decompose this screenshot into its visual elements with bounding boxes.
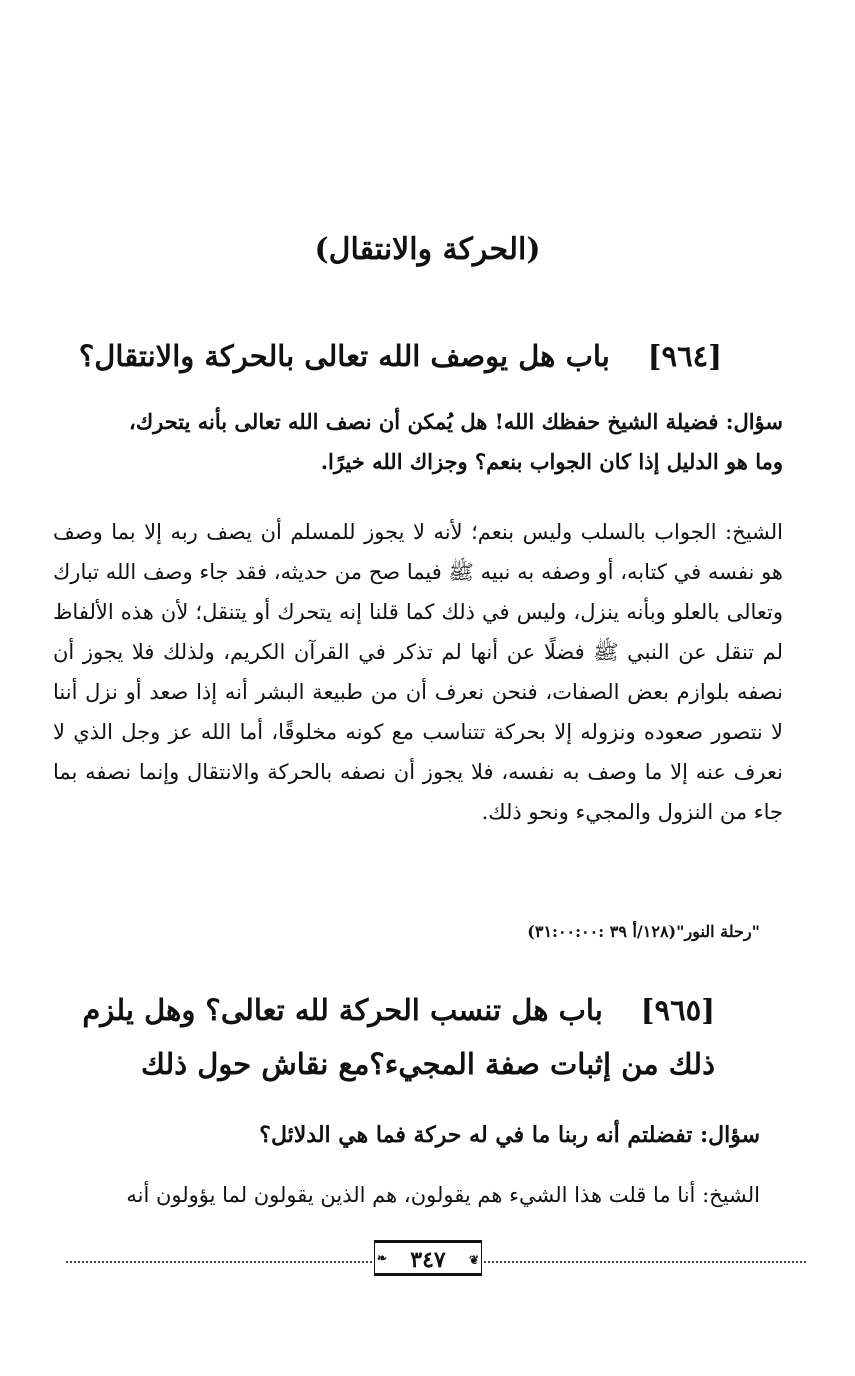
chapter-heading-964 xyxy=(62,336,722,376)
question-965: سؤال: تفضلتم أنه ربنا ما في له حركة فما هي الدلائل؟ xyxy=(259,1122,760,1148)
question-964-line1: سؤال: فضيلة الشيخ حفظك الله! هل يُمكن أن نصف الله تعالى بأنه يتحرك، xyxy=(129,409,783,434)
ornament-icon: ❧ xyxy=(377,1251,388,1265)
section-title: (الحركة والانتقال) xyxy=(314,232,541,267)
source-reference-964: "رحلة النور"(١٢٨/أ ٣٩ :٣١:٠٠:٠٠) xyxy=(527,922,760,941)
chapter-965-line1 xyxy=(35,990,715,1030)
chapter-heading-965 xyxy=(35,990,715,1084)
page-footer xyxy=(66,1238,806,1282)
ornament-icon: ❦ xyxy=(468,1253,479,1267)
chapter-number-964: [٩٦٤] xyxy=(647,339,722,373)
chapter-title-964: باب هل يوصف الله تعالى بالحركة والانتقال؟ xyxy=(78,339,610,373)
page-number: ٣٤٧ xyxy=(410,1247,446,1273)
question-964-line2: وما هو الدليل إذا كان الجواب بنعم؟ وجزاك الله خيرًا. xyxy=(320,449,783,474)
page-number-box xyxy=(374,1240,482,1276)
footer-divider-left xyxy=(66,1261,372,1263)
answer-965: الشيخ: أنا ما قلت هذا الشيء هم يقولون، هم الذين يقولون لما يؤولون أنه xyxy=(126,1183,760,1207)
question-964 xyxy=(53,402,783,482)
answer-964: الشيخ: الجواب بالسلب وليس بنعم؛ لأنه لا يجوز للمسلم أن يصف ربه إلا بما وصف هو نفسه في كتابه، أو وصفه به نبيه ﷺ فيما صح من حديثه، فقد جاء وصف الله تبارك وتعالى بالعلو وبأنه ينزل، وليس في ذلك كما قلنا إنه يتحرك أو يتنقل؛ لأن هذه الألفاظ لم تنقل عن النبي ﷺ فضلًا عن أنها لم تذكر في القرآن الكريم، ولذلك فلا يجوز أن نصفه بلوازم بعض الصفات، فنحن نعرف أن من طبيعة البشر أنه إذا صعد أو نزل أننا لا نتصور صعوده ونزوله إلا بحركة تتناسب مع كونه مخلوقًا، أما الله عز وجل الذي لا نعرف عنه إلا ما وصف به نفسه، فلا يجوز أن نصفه بالحركة والانتقال وإنما نصفه بما جاء من النزول والمجيء ونحو ذلك. xyxy=(53,520,783,824)
footer-divider-right xyxy=(484,1261,806,1263)
chapter-number-965: [٩٦٥] xyxy=(640,993,715,1027)
chapter-title-965-line2: ذلك من إثبات صفة المجيء؟مع نقاش حول ذلك xyxy=(140,1047,715,1081)
chapter-title-965-line1: باب هل تنسب الحركة لله تعالى؟ وهل يلزم xyxy=(82,993,603,1027)
